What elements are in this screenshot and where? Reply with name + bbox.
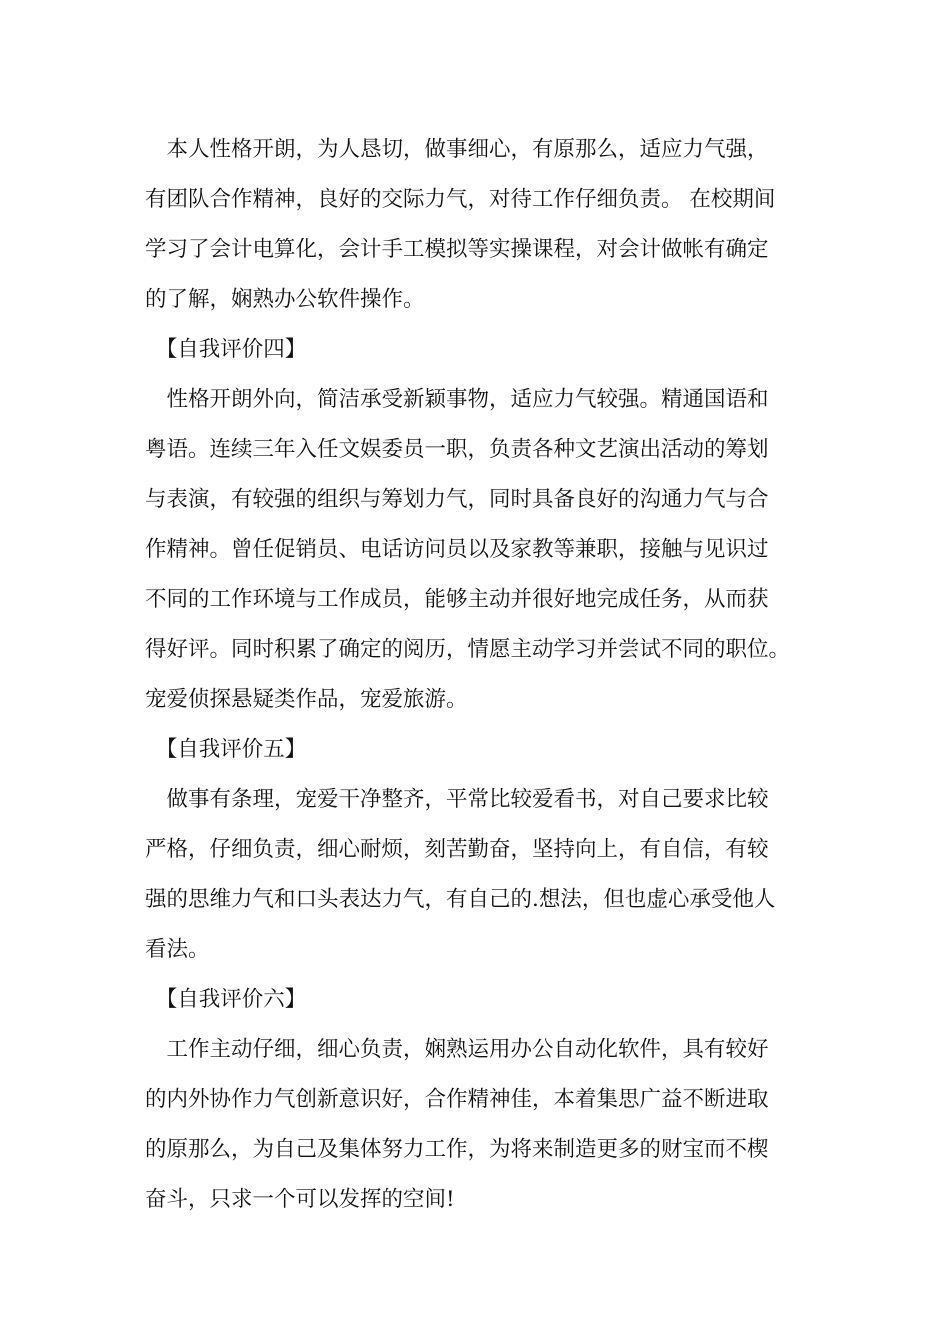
text-line: 粤语。连续三年入任文娱委员一职，负责各种文艺演出活动的筹划 — [145, 437, 769, 462]
text-line: 与表演，有较强的组织与筹划力气，同时具备良好的沟通力气与合 — [145, 487, 769, 512]
text-line: 严格，仔细负责，细心耐烦，刻苦勤奋，坚持向上，有自信，有较 — [145, 837, 769, 862]
text-line: 奋斗，只求一个可以发挥的空间! — [145, 1187, 455, 1212]
text-line: 得好评。同时积累了确定的阅历，情愿主动学习并尝试不同的职位。 — [145, 637, 791, 662]
text-line: 的了解，娴熟办公软件操作。 — [145, 287, 425, 312]
text-line: 学习了会计电算化，会计手工模拟等实操课程，对会计做帐有确定 — [145, 237, 769, 262]
text-line: 不同的工作环境与工作成员，能够主动并很好地完成任务，从而获 — [145, 587, 769, 612]
text-line: 本人性格开朗，为人恳切，做事细心，有原那么，适应力气强， — [145, 137, 769, 162]
text-line: 的原那么，为自己及集体努力工作，为将来制造更多的财宝而不楔 — [145, 1137, 769, 1162]
text-line: 宠爱侦探悬疑类作品，宠爱旅游。 — [145, 687, 468, 712]
section-heading-6: 【自我评价六】 — [145, 987, 307, 1012]
text-line: 性格开朗外向，简洁承受新颖事物，适应力气较强。精通国语和 — [145, 387, 769, 412]
section-heading-5: 【自我评价五】 — [145, 737, 307, 762]
text-line: 的内外协作力气创新意识好，合作精神佳，本着集思广益不断进取 — [145, 1087, 769, 1112]
text-line: 有团队合作精神，良好的交际力气，对待工作仔细负责。 在校期间 — [145, 187, 776, 212]
text-line: 作精神。曾任促销员、电话访问员以及家教等兼职，接触与见识过 — [145, 537, 769, 562]
section-heading-4: 【自我评价四】 — [145, 337, 307, 362]
text-line: 看法。 — [145, 937, 210, 962]
text-line: 工作主动仔细，细心负责，娴熟运用办公自动化软件，具有较好 — [145, 1037, 769, 1062]
text-line: 做事有条理，宠爱干净整齐，平常比较爱看书，对自己要求比较 — [145, 787, 769, 812]
text-line: 强的思维力气和口头表达力气，有自己的.想法，但也虚心承受他人 — [145, 887, 776, 912]
